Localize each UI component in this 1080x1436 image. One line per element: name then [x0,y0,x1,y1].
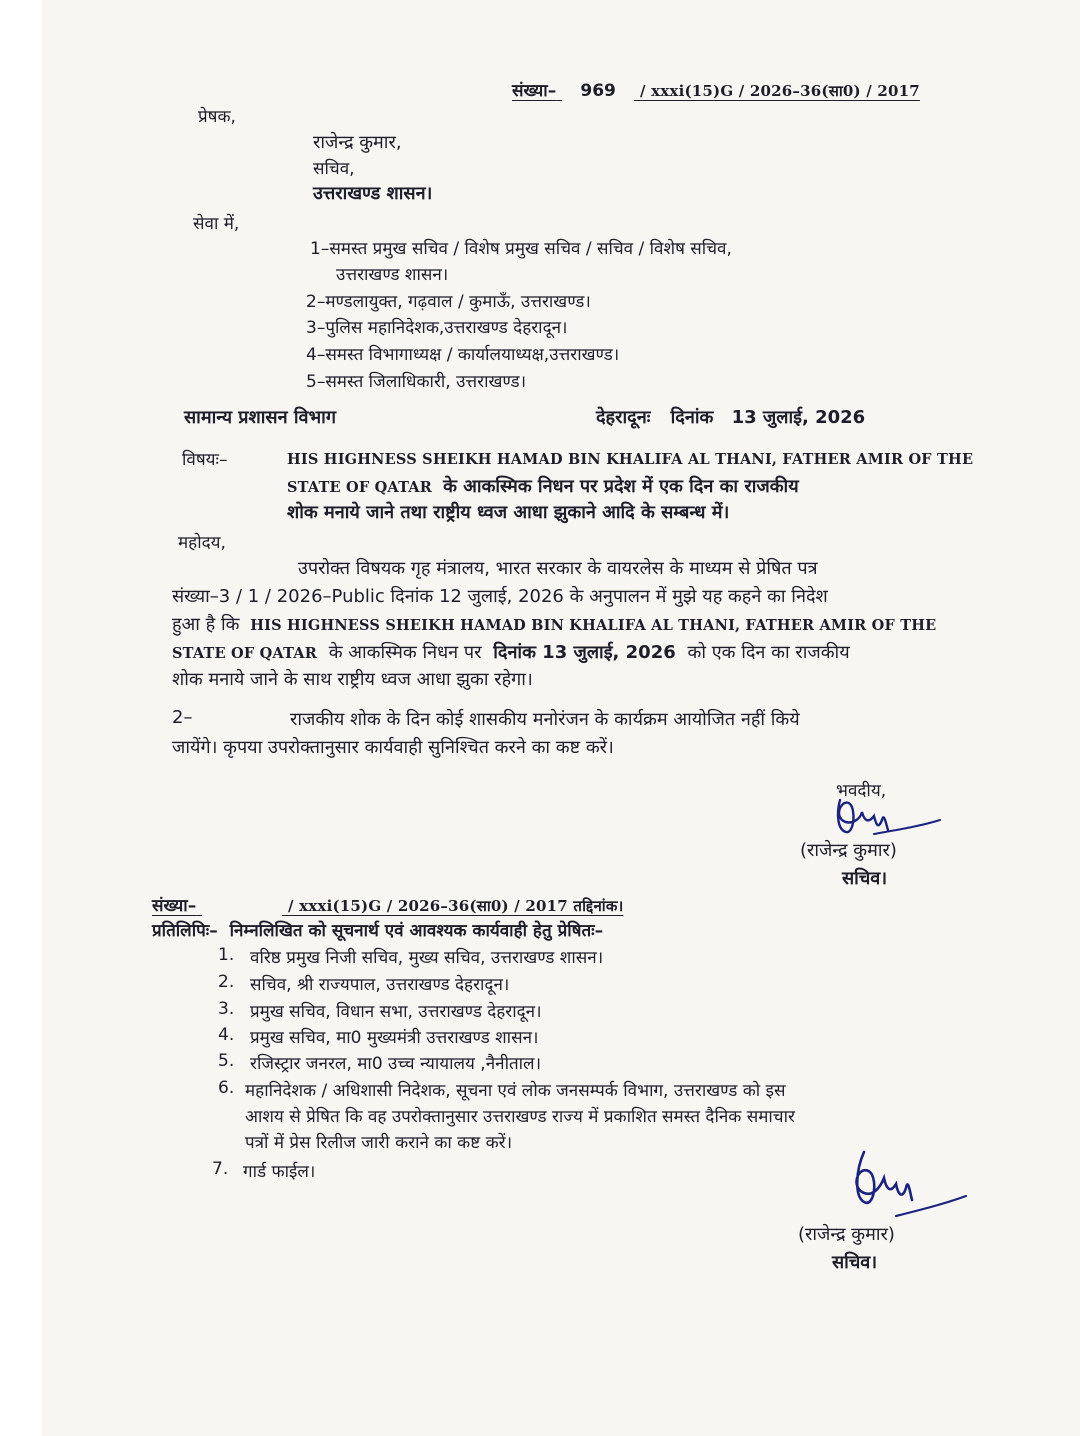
sender-label: प्रेषक, [198,107,236,127]
subject-line [287,474,799,498]
salutation: महोदय, [178,533,226,553]
recipient-item: 3–पुलिस महानिदेशक,उत्तराखण्ड देहरादून। [306,318,568,338]
recipient-item: उत्तराखण्ड शासन। [336,265,449,285]
copy-item-text: आशय से प्रेषित कि वह उपरोक्तानुसार उत्तराखण्ड राज्य में प्रकाशित समस्त दैनिक समाचार [245,1107,795,1127]
page-margin [0,0,42,1436]
copy-reference [152,893,623,916]
copy-item-text: सचिव, श्री राज्यपाल, उत्तराखण्ड देहरादून। [250,975,510,995]
para1-line: शोक मनाये जाने के साथ राष्ट्रीय ध्वज आधा झुका रहेगा। [172,669,533,690]
subject-text: के आकस्मिक निधन पर प्रदेश में एक दिन का राजकीय [443,476,799,497]
copy-item-number: 6. [218,1078,235,1098]
para2-line: राजकीय शोक के दिन कोई शासकीय मनोरंजन के कार्यक्रम आयोजित नहीं किये [290,709,800,730]
copy-item-text: महानिदेशक / अधिशासी निदेशक, सूचना एवं लोक जनसम्पर्क विभाग, उत्तराखण्ड को इस [245,1081,786,1101]
para1-country: STATE OF QATAR [172,645,317,662]
copy-ref-label: संख्या– [152,896,197,916]
date-label: दिनांक [670,407,714,428]
copy-item-text: प्रमुख सचिव, मा0 मुख्यमंत्री उत्तराखण्ड शासन। [250,1028,539,1048]
copy-to-heading [152,918,603,941]
copy-to-label: प्रतिलिपिः– [152,921,218,941]
date: 13 जुलाई, 2026 [731,407,866,428]
closing-name: (राजेन्द्र कुमार) [798,1224,895,1245]
sender-name: राजेन्द्र कुमार, [313,132,402,153]
copy-item-number: 4. [218,1025,235,1045]
sender-office: उत्तराखण्ड शासन। [313,183,433,204]
place-date [596,405,865,429]
para1-line: संख्या–3 / 1 / 2026–Public दिनांक 12 जुलाई, 2026 के अनुपालन में मुझे यह कहने का निदेश [172,586,828,607]
copy-item-number: 1. [218,945,235,965]
closing-greeting: भवदीय, [836,781,887,801]
subject-line: शोक मनाये जाने तथा राष्ट्रीय ध्वज आधा झुकाने आदि के सम्बन्ध में। [287,502,730,523]
para1-name: HIS HIGHNESS SHEIKH HAMAD BIN KHALIFA AL THANI, FATHER AMIR OF THE [250,617,937,634]
para1-date: दिनांक 13 जुलाई, 2026 [493,642,676,663]
ref-number: 969 [580,81,616,101]
para1-text: के आकस्मिक निधन पर [328,642,482,663]
copy-item-text: गार्ड फाईल। [243,1162,316,1182]
para1-text: हुआ है कि [172,614,240,635]
copy-item-text: वरिष्ठ प्रमुख निजी सचिव, मुख्य सचिव, उत्तराखण्ड शासन। [250,948,604,968]
para2-number: 2– [172,707,193,728]
recipient-item: 5–समस्त जिलाधिकारी, उत्तराखण्ड। [306,372,527,392]
copy-item-text: पत्रों में प्रेस रिलीज जारी कराने का कष्ट करें। [245,1133,513,1153]
para1-text: को एक दिन का राजकीय [687,642,850,663]
place: देहरादूनः [596,407,651,428]
para2-line: जायेंगे। कृपया उपरोक्तानुसार कार्यवाही सुनिश्चित करने का कष्ट करें। [172,737,614,758]
copy-item-text: प्रमुख सचिव, विधान सभा, उत्तराखण्ड देहरादून। [250,1002,542,1022]
copy-item-number: 7. [212,1159,229,1179]
para1-line [172,612,962,636]
signature-image [840,1146,970,1226]
closing-designation: सचिव। [832,1252,878,1273]
para1-line [172,640,962,664]
copy-ref-code: / xxxi(15)G / 2026–36(सा0) / 2017 तद्दिनांक। [288,897,624,915]
department: सामान्य प्रशासन विभाग [184,407,336,428]
recipient-item: 4–समस्त विभागाध्यक्ष / कार्यालयाध्यक्ष,उत्तराखण्ड। [306,345,620,365]
sender-designation: सचिव, [313,159,355,179]
ref-label: संख्या– [512,81,557,101]
recipient-item: 2–मण्डलायुक्त, गढ़वाल / कुमाऊँ, उत्तराखण्ड। [306,292,591,312]
copy-to-text: निम्नलिखित को सूचनार्थ एवं आवश्यक कार्यवाही हेतु प्रेषितः– [229,921,604,941]
recipient-item: 1–समस्त प्रमुख सचिव / विशेष प्रमुख सचिव / सचिव / विशेष सचिव, [310,239,732,259]
para1-line: उपरोक्त विषयक गृह मंत्रालय, भारत सरकार के वायरलेस के माध्यम से प्रेषित पत्र [298,558,818,579]
recipients-label: सेवा में, [193,214,240,234]
copy-item-number: 5. [218,1051,235,1071]
ref-code: / xxxi(15)G / 2026–36(सा0) / 2017 [640,82,920,100]
copy-item-number: 3. [218,999,235,1019]
closing-designation: सचिव। [842,868,888,889]
subject-country: STATE OF QATAR [287,479,432,496]
copy-item-number: 2. [218,972,235,992]
subject-label: विषयः– [182,450,228,470]
copy-item-text: रजिस्ट्रार जनरल, मा0 उच्च न्यायालय ,नैनीताल। [250,1054,542,1074]
closing-name: (राजेन्द्र कुमार) [800,840,897,861]
subject-line: HIS HIGHNESS SHEIKH HAMAD BIN KHALIFA AL THANI, FATHER AMIR OF THE [287,451,974,468]
header-reference [512,78,920,101]
